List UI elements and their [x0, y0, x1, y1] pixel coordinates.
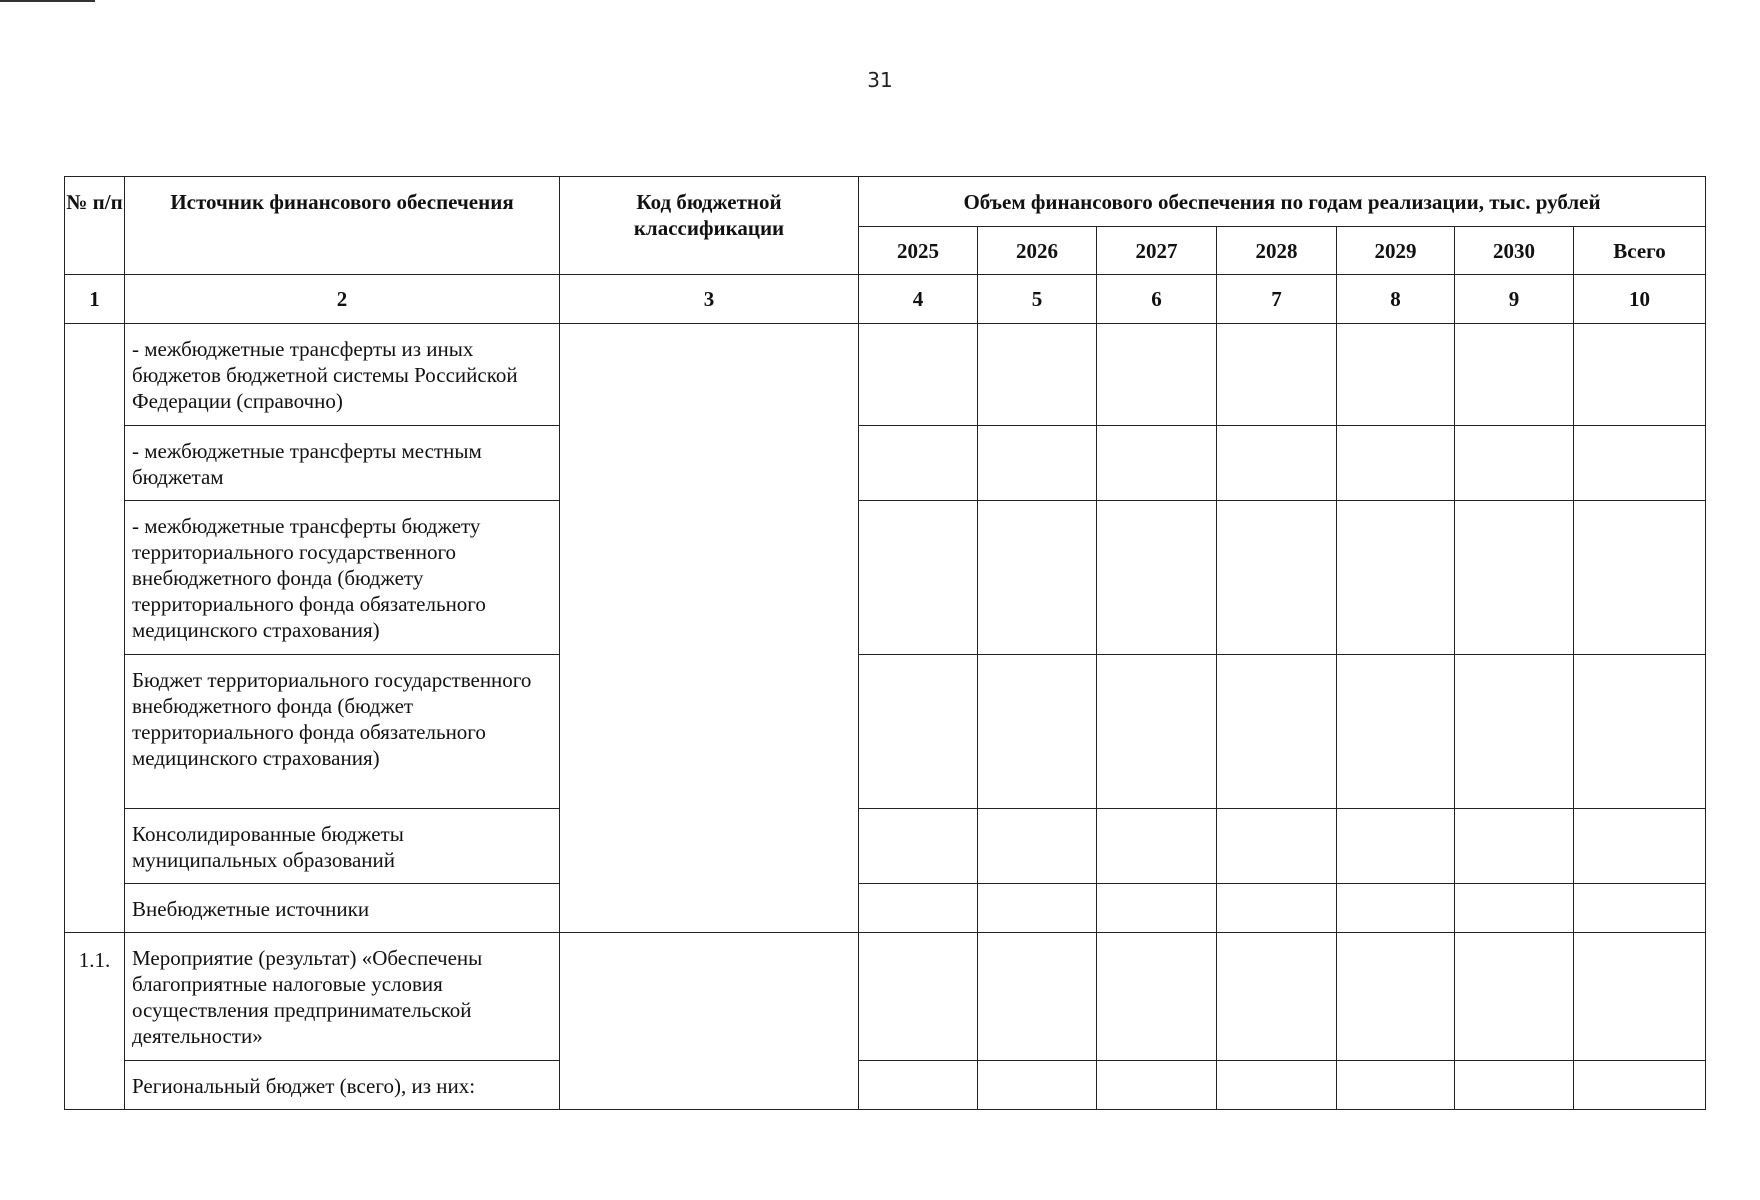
value-cell	[1574, 324, 1706, 426]
value-cell	[978, 1061, 1097, 1110]
value-cell	[1337, 933, 1455, 1061]
value-cell	[1097, 655, 1217, 809]
value-cell	[1337, 501, 1455, 655]
row-source: Внебюджетные источники	[125, 884, 560, 933]
header-row-top	[65, 177, 1706, 227]
value-cell	[978, 933, 1097, 1061]
row-number: 1.1.	[65, 933, 125, 1110]
row-source: Консолидированные бюджеты муниципальных образований	[125, 809, 560, 884]
value-cell	[1217, 884, 1337, 933]
column-index: 5	[978, 275, 1097, 324]
value-cell	[1097, 1061, 1217, 1110]
value-cell	[1217, 655, 1337, 809]
value-cell	[859, 426, 978, 501]
value-cell	[1455, 324, 1574, 426]
row-source: Бюджет территориального государственного внебюджетного фонда (бюджет территориального фонда обязательного медицинского страхования)	[125, 655, 560, 809]
row-source: Мероприятие (результат) «Обеспечены благоприятные налоговые условия осуществления предпринимательской деятельности»	[125, 933, 560, 1061]
value-cell	[1455, 933, 1574, 1061]
value-cell	[978, 655, 1097, 809]
column-index: 10	[1574, 275, 1706, 324]
value-cell	[1455, 655, 1574, 809]
value-cell	[1574, 426, 1706, 501]
value-cell	[1337, 1061, 1455, 1110]
value-cell	[1217, 501, 1337, 655]
column-index: 7	[1217, 275, 1337, 324]
value-cell	[1337, 809, 1455, 884]
table-row	[65, 1061, 1706, 1110]
budget-code-cell	[560, 324, 859, 933]
header-code: Код бюджетной классификации	[560, 177, 859, 275]
value-cell	[1337, 655, 1455, 809]
value-cell	[1574, 1061, 1706, 1110]
header-year-2029: 2029	[1337, 227, 1455, 275]
header-source: Источник финансового обеспечения	[125, 177, 560, 275]
column-index: 3	[560, 275, 859, 324]
financing-table	[64, 176, 1706, 1110]
header-volume: Объем финансового обеспечения по годам реализации, тыс. рублей	[859, 177, 1706, 227]
page-number: 31	[867, 68, 893, 92]
value-cell	[1217, 809, 1337, 884]
header-year-2026: 2026	[978, 227, 1097, 275]
header-year-2025: 2025	[859, 227, 978, 275]
row-source: - межбюджетные трансферты из иных бюджетов бюджетной системы Российской Федерации (справочно)	[125, 324, 560, 426]
value-cell	[859, 501, 978, 655]
value-cell	[978, 884, 1097, 933]
table-row	[65, 933, 1706, 1061]
value-cell	[1574, 884, 1706, 933]
column-index-row	[65, 275, 1706, 324]
table-row	[65, 884, 1706, 933]
header-total: Всего	[1574, 227, 1706, 275]
budget-code-cell	[560, 933, 859, 1110]
value-cell	[1097, 426, 1217, 501]
value-cell	[1217, 933, 1337, 1061]
row-source: Региональный бюджет (всего), из них:	[125, 1061, 560, 1110]
value-cell	[1455, 1061, 1574, 1110]
value-cell	[1337, 884, 1455, 933]
value-cell	[859, 809, 978, 884]
value-cell	[978, 501, 1097, 655]
value-cell	[1574, 655, 1706, 809]
value-cell	[859, 655, 978, 809]
column-index: 4	[859, 275, 978, 324]
value-cell	[1455, 501, 1574, 655]
value-cell	[1097, 809, 1217, 884]
row-number	[65, 324, 125, 933]
column-index: 9	[1455, 275, 1574, 324]
value-cell	[859, 324, 978, 426]
value-cell	[1217, 324, 1337, 426]
column-index: 2	[125, 275, 560, 324]
column-index: 1	[65, 275, 125, 324]
header-year-2028: 2028	[1217, 227, 1337, 275]
value-cell	[1574, 809, 1706, 884]
scan-edge-mark	[0, 0, 95, 5]
value-cell	[978, 426, 1097, 501]
row-source: - межбюджетные трансферты бюджету территориального государственного внебюджетного фонда (бюджету территориального фонда обязательного медицинского страхования)	[125, 501, 560, 655]
value-cell	[978, 324, 1097, 426]
value-cell	[1455, 884, 1574, 933]
table-row	[65, 324, 1706, 426]
table-row	[65, 501, 1706, 655]
value-cell	[1217, 426, 1337, 501]
header-num: № п/п	[65, 177, 125, 275]
value-cell	[859, 933, 978, 1061]
table-row	[65, 655, 1706, 809]
value-cell	[978, 809, 1097, 884]
header-year-2030: 2030	[1455, 227, 1574, 275]
value-cell	[1574, 501, 1706, 655]
column-index: 8	[1337, 275, 1455, 324]
value-cell	[1097, 884, 1217, 933]
value-cell	[1455, 426, 1574, 501]
header-year-2027: 2027	[1097, 227, 1217, 275]
column-index: 6	[1097, 275, 1217, 324]
value-cell	[1337, 324, 1455, 426]
table-row	[65, 426, 1706, 501]
value-cell	[1337, 426, 1455, 501]
row-source: - межбюджетные трансферты местным бюджетам	[125, 426, 560, 501]
value-cell	[859, 1061, 978, 1110]
value-cell	[1217, 1061, 1337, 1110]
table-row	[65, 809, 1706, 884]
value-cell	[859, 884, 978, 933]
value-cell	[1097, 501, 1217, 655]
value-cell	[1097, 324, 1217, 426]
value-cell	[1097, 933, 1217, 1061]
value-cell	[1574, 933, 1706, 1061]
value-cell	[1455, 809, 1574, 884]
